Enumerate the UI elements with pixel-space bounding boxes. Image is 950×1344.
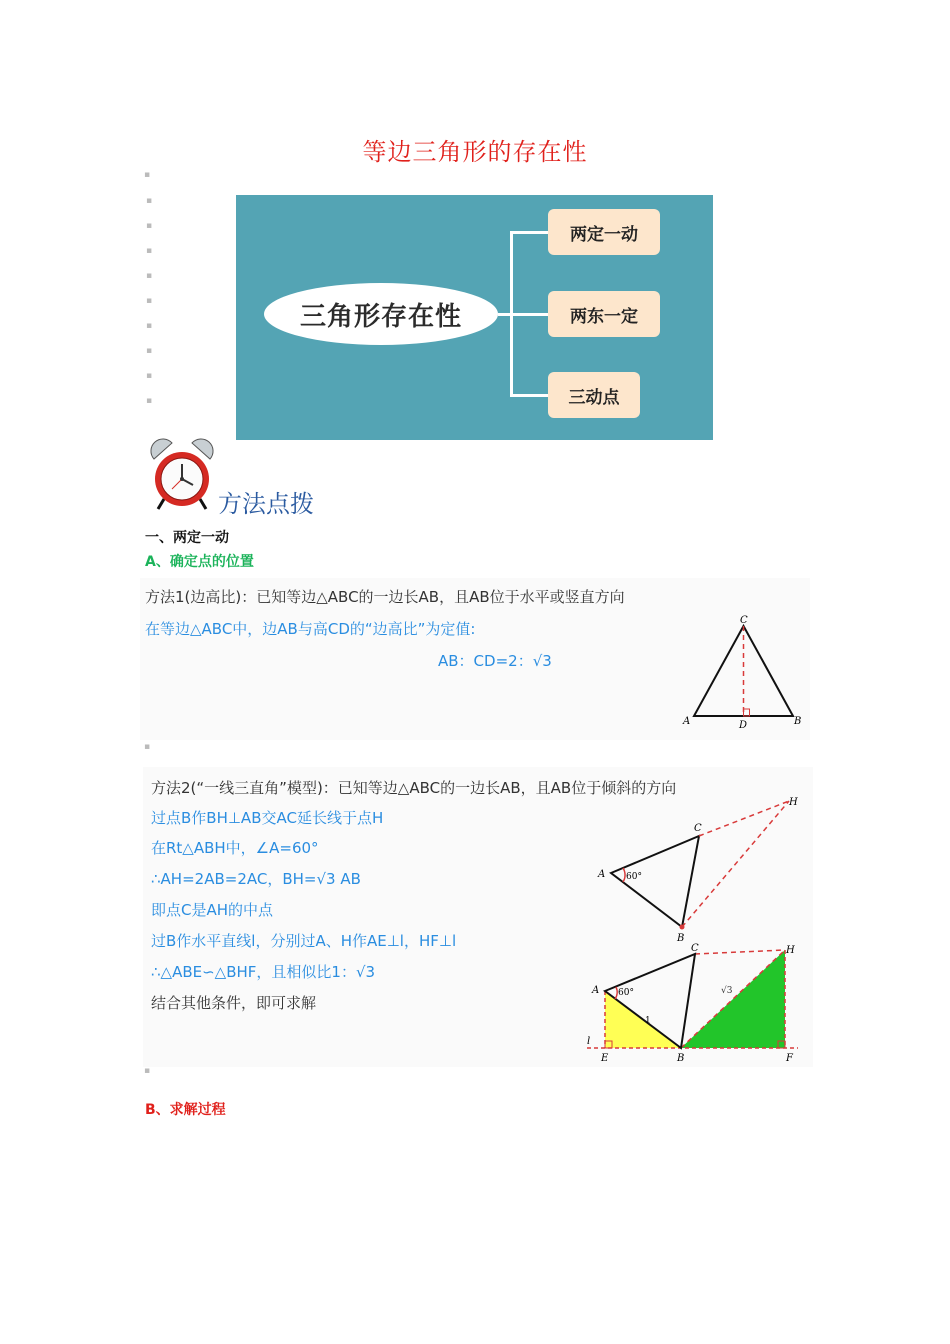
mind-map-branch: 三动点 [548,372,640,418]
one-line-three-right-angles-figure-2 [583,943,805,1067]
mind-map-center: 三角形存在性 [264,283,498,345]
method2-step: 即点C是AH的中点 [151,901,274,919]
paragraph-mark: ▪ [146,396,153,406]
method2-statement: 方法2(“一线三直角”模型)：已知等边△ABC的一边长AB，且AB位于倾斜的方向 [151,779,677,797]
label-a: A [592,985,600,996]
method2-step: ∴AH=2AB=2AC，BH=√3 AB [151,870,361,888]
angle-label: 60° [618,988,634,998]
label-h: H [786,945,795,956]
connector-line [510,394,548,397]
connector-line [510,313,548,316]
method1-note: 在等边△ABC中，边AB与高CD的“边高比”为定值: [145,620,476,638]
section-heading: 方法点拨 [218,490,314,518]
length-label-sqrt3: √3 [721,986,733,996]
label-b: B [794,716,802,727]
method2-step: 过B作水平直线l，分别过A、H作AE⊥l，HF⊥l [151,932,457,950]
label-b: B [677,1053,685,1064]
label-c: C [691,943,699,954]
label-d: D [739,720,748,731]
paragraph-mark: ▪ [146,221,153,231]
method2-step: ∴△ABE∽△BHF，且相似比1：√3 [151,963,376,981]
angle-label: 60° [626,872,642,882]
heading-two-fixed-one-moving: 一、两定一动 [145,530,229,546]
paragraph-mark: ▪ [144,742,151,752]
one-line-three-right-angles-figure-1 [593,793,803,943]
label-h: H [789,797,798,808]
page-title: 等边三角形的存在性 [362,138,588,166]
equilateral-triangle-figure [680,614,810,734]
method1-ratio: AB：CD=2：√3 [438,652,552,670]
paragraph-mark: ▪ [146,321,153,331]
label-a: A [683,716,691,727]
mind-map-branch: 两东一定 [548,291,660,337]
paragraph-mark: ▪ [146,196,153,206]
paragraph-mark: ▪ [146,296,153,306]
method1-panel [140,578,810,740]
label-a: A [598,869,606,880]
heading-determine-position: A、确定点的位置 [145,554,254,570]
method2-step: 在Rt△ABH中，∠A=60° [151,839,319,857]
mind-map-branch: 两定一动 [548,209,660,255]
mind-map [236,195,713,440]
label-e: E [601,1053,609,1064]
paragraph-mark: ▪ [146,246,153,256]
paragraph-mark: ▪ [146,346,153,356]
paragraph-mark: ▪ [146,271,153,281]
label-f: F [786,1053,793,1064]
heading-solution-process: B、求解过程 [145,1102,226,1118]
paragraph-mark: ▪ [146,371,153,381]
length-label-one: 1 [645,1016,651,1026]
connector-line [510,231,548,234]
paragraph-mark: ▪ [144,1066,151,1076]
label-c: C [694,823,702,834]
method1-statement: 方法1(边高比)：已知等边△ABC的一边长AB，且AB位于水平或竖直方向 [145,588,625,606]
label-l: l [587,1036,591,1047]
paragraph-mark: ▪ [144,170,151,180]
method2-step: 过点B作BH⊥AB交AC延长线于点H [151,809,384,827]
label-b: B [677,933,685,943]
connector-line [498,313,510,316]
label-c: C [740,615,748,626]
method2-panel [143,767,813,1067]
method2-step: 结合其他条件，即可求解 [151,994,317,1012]
alarm-clock-icon [150,437,214,511]
